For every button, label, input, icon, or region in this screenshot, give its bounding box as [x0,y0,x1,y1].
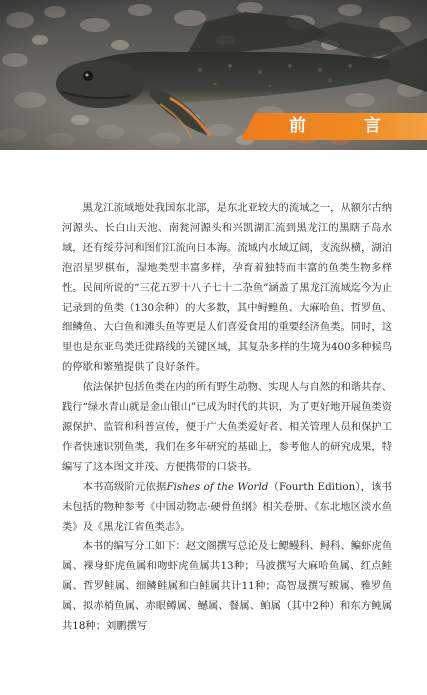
paragraph: 依法保护包括鱼类在内的所有野生动物、实现人与自然的和谐共存、践行“绿水青山就是金山银山”已成为时代的共识，为了更好地开展鱼类资源保护、监管和科普宣传，便于广大鱼类爱好者、相关管理人员和保护工作者快速识别鱼类，我们在多年研究的基础上，参考他人的研究成果，特编写了这本图文并茂、方便携带的口袋书。 [62,381,392,473]
header-photo [0,0,427,150]
paragraph-text: （Fourth Edition），该书未包括的物种参考《中国动物志·硬骨鱼纲》相关卷册、《东北地区淡水鱼类》及《黑龙江省鱼类志》。 [62,480,392,533]
title-banner [255,113,427,140]
paragraph [62,478,392,538]
paragraph: 本书的编写分工如下：赵文阁撰写总论及七鳃鳗科、鲟科、鳊虾虎鱼属、裸身虾虎鱼属和吻虾虎鱼属共13种；马波撰写大麻哈鱼属、红点鲑属、哲罗鲑属、细鳞鲑属和白鲑属共计11种；高智晟撰写鲅属、雅罗鱼属、拟赤梢鱼属、赤眼鳟属、鳡属、餐属、鲌属（其中2种）和东方鲀属共18种；刘鹏撰写 [62,540,392,633]
paragraph: 黑龙江流域地处我国东北部，是东北亚较大的流域之一，从额尔古纳河源头、长白山天池、南瓮河源头和兴凯湖汇流到黑龙江的黑瞎子岛水域，还有绥芬河和图们江流向日本海。流域内水域辽阔，支流纵横，湖泊泡沼星罗棋布，湿地类型丰富多样，孕育着独特而丰富的鱼类生物多样性。民间所说的“三花五罗十八子七十二杂鱼”涵盖了黑龙江流域迄今为止记录到的鱼类（130余种）的大多数，其中鲟鳇鱼、大麻哈鱼、哲罗鱼、细鳞鱼、大白鱼和滩头鱼等更是人们喜爱食用的重要经济鱼类。同时，这里也是东亚鸟类迁徙路线的关键区域，其复杂多样的生境为400多种候鸟的停歇和繁殖提供了良好条件。 [62,202,392,374]
paragraph-text: 本书高级阶元依据 [82,480,167,493]
body-text [62,199,392,637]
page-title: 前 言 [289,116,407,136]
book-title: Fishes of the World [166,480,269,493]
